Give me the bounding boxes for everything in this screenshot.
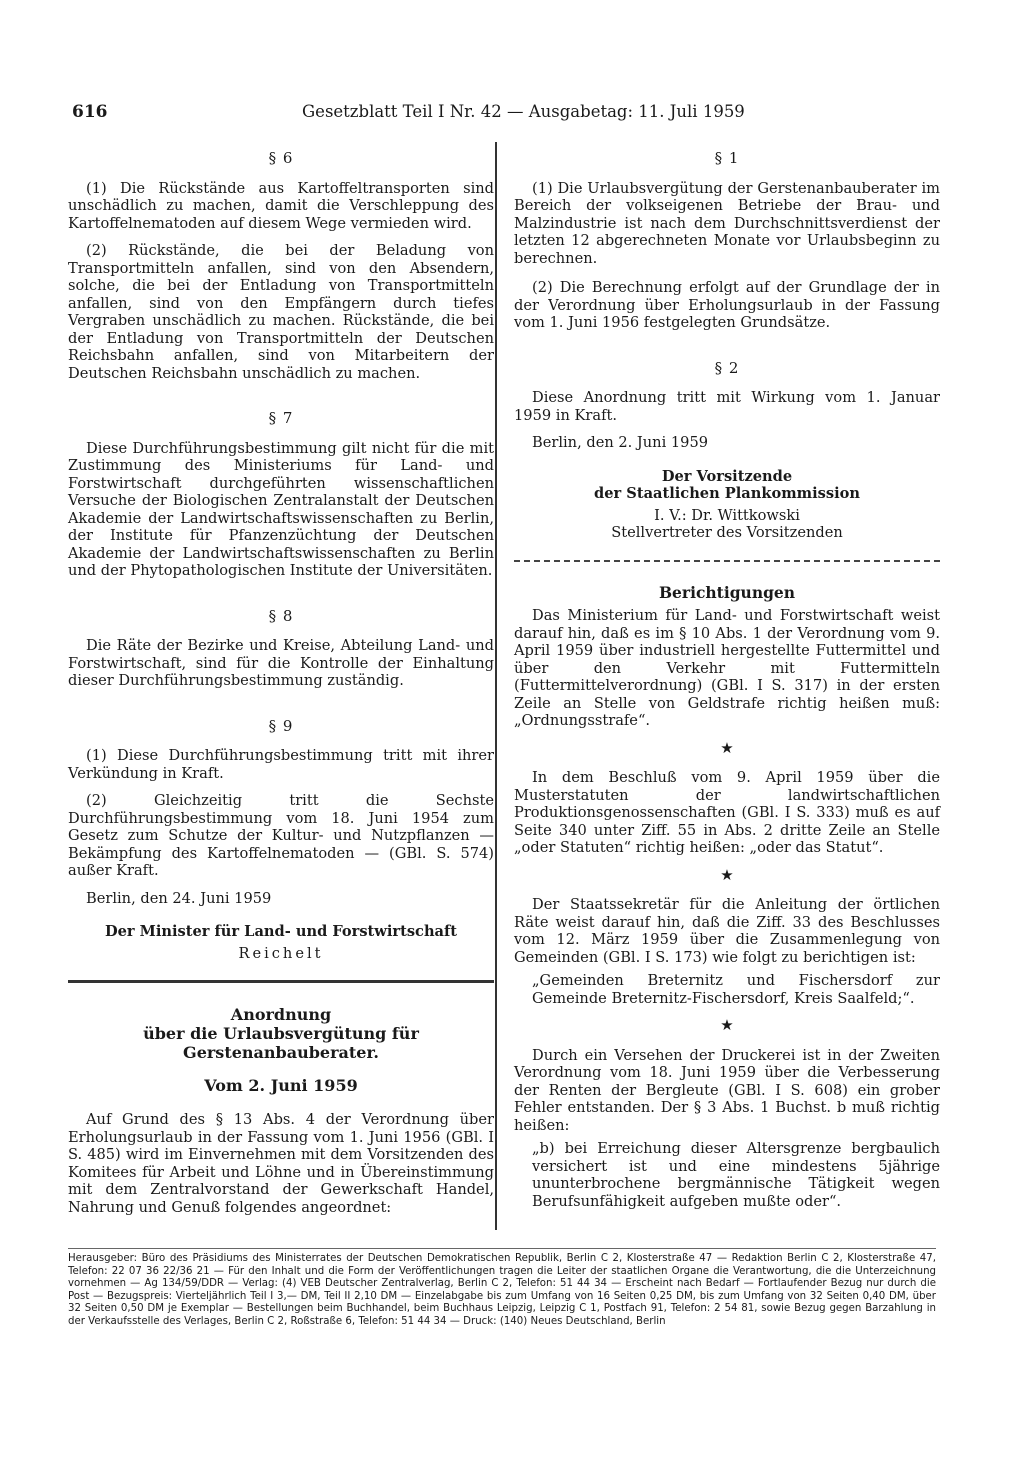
signer-name: Reichelt: [238, 944, 324, 962]
ordinance-date: Vom 2. Juni 1959: [204, 1076, 358, 1095]
paragraph: Das Ministerium für Land- und Forstwirtschaft weist darauf hin, daß es im § 10 Abs. 1 der Verordnung vom 9. April 1959 über industriell hergestellte Futtermittel und über den Verkehr mit Futtermitteln (Futtermittelverordnung) (GBl. I S. 317) in der ersten Zeile an Stelle von Geldstrafe richtig heißen muß: „Ordnungsstrafe“.: [514, 607, 940, 729]
quote: „Gemeinden Breternitz und Fischersdorf zur Gemeinde Breternitz-Fischersdorf, Kreis Saalfeld;“.: [532, 972, 940, 1007]
paragraph: (2) Gleichzeitig tritt die Sechste Durchführungsbestimmung vom 18. Juni 1954 zum Gesetz zum Schutze der Kultur- und Nutzpflanzen — Bekämpfung des Kartoffelnematoden — (GBl. S. 574) außer Kraft.: [68, 792, 494, 879]
section-heading: § 1: [714, 149, 740, 167]
quote: „b) bei Erreichung dieser Altersgrenze bergbaulich versichert ist und eine mindestens 5jährige ununterbrochene bergmännische Tätigkeit wegen Berufsunfähigkeit aufgeben mußte oder“.: [532, 1140, 940, 1210]
paragraph: Diese Durchführungsbestimmung gilt nicht für die mit Zustimmung des Ministeriums für Land- und Forstwirtschaft durchgeführten wissenschaftlichen Versuche der Biologischen Zentralanstalt der Deutschen Akademie der Landwirtschaftswissenschaften zu Berlin, der Institute für Pfanzenzüchtung der Deutschen Akademie der Landwirtschaftswissenschaften zu Berlin und der Phytopathologischen Institute der Universitäten.: [68, 439, 494, 579]
section-heading: § 9: [268, 716, 294, 735]
star-separator: ★: [720, 1016, 734, 1034]
section-heading: § 8: [268, 606, 294, 625]
right-column: [514, 150, 940, 1210]
section-heading: § 7: [268, 409, 294, 427]
signer-line: I. V.: Dr. Wittkowski: [654, 506, 800, 524]
paragraph: Auf Grund des § 13 Abs. 4 der Verordnung über Erholungsurlaub in der Fassung vom 1. Juni 1956 (GBl. I S. 485) wird im Einvernehmen mit dem Vorsitzenden des Komitees für Arbeit und Löhne und in Übereinstimmung mit dem Zentralvorstand der Gewerkschaft Handel, Nahrung und Genuß folgendes angeordnet:: [68, 1111, 494, 1216]
section-separator: [68, 980, 494, 983]
paragraph: (2) Die Berechnung erfolgt auf der Grundlage der in der Verordnung über Erholungsurlaub in der Fassung vom 1. Juni 1956 festgelegten Grundsätze.: [514, 279, 940, 331]
column-divider: [495, 142, 497, 1230]
place-date: Berlin, den 24. Juni 1959: [86, 889, 272, 907]
paragraph: In dem Beschluß vom 9. April 1959 über die Musterstatuten der landwirtschaftlichen Produktionsgenossenschaften (GBl. I S. 333) muß es auf Seite 340 unter Ziff. 55 in Abs. 2 dritte Zeile an Stelle „oder Statuten“ richtig heißen: „oder das Statut“.: [514, 769, 940, 856]
left-column: [68, 150, 494, 1222]
paragraph: Der Staatssekretär für die Anleitung der örtlichen Räte weist darauf hin, daß die Ziff. 33 des Beschlusses vom 12. März 1959 über die Zusammenlegung von Gemeinden (GBl. I S. 173) wie folgt zu berichtigen ist:: [514, 896, 940, 966]
paragraph: (1) Die Urlaubsvergütung der Gerstenanbauberater im Bereich der volkseigenen Betriebe der Brau- und Malzindustrie ist nach dem Durchschnittsverdienst der letzten 12 abgerechneten Monate vor Urlaubsbeginn zu berechnen.: [514, 179, 940, 267]
section-separator: [514, 560, 940, 562]
page-number: 616: [72, 102, 108, 122]
ordinance-subtitle: über die Urlaubsvergütung für Gerstenanbauberater.: [143, 1024, 419, 1062]
paragraph: (1) Diese Durchführungsbestimmung tritt mit ihrer Verkündung in Kraft.: [68, 747, 494, 782]
section-heading: § 2: [714, 358, 740, 377]
corrections-heading: Berichtigungen: [658, 582, 796, 602]
star-separator: ★: [720, 865, 734, 884]
signer-line: Stellvertreter des Vorsitzenden: [611, 524, 843, 541]
place-date: Berlin, den 2. Juni 1959: [532, 434, 709, 451]
paragraph: Durch ein Versehen der Druckerei ist in der Zweiten Verordnung vom 18. Juni 1959 über die Verbesserung der Renten der Bergleute (GBl. I S. 608) ein grober Fehler entstanden. Der § 3 Abs. 1 Buchst. b muß richtig heißen:: [514, 1046, 940, 1134]
paragraph: (2) Rückstände, die bei der Beladung von Transportmitteln anfallen, sind von den Absendern, solche, die bei der Entladung von Transportmitteln anfallen, sind von den Empfängern durch tiefes Vergraben unschädlich zu machen. Rückstände, die bei der Entladung von Transportmitteln der Deutschen Reichsbahn anfallen, sind von Mitarbeitern der Deutschen Reichsbahn unschädlich zu machen.: [68, 242, 494, 382]
paragraph: Diese Anordnung tritt mit Wirkung vom 1. Januar 1959 in Kraft.: [514, 389, 940, 424]
page-header-title: Gesetzblatt Teil I Nr. 42 — Ausgabetag: 11. Juli 1959: [302, 102, 745, 121]
paragraph: Die Räte der Bezirke und Kreise, Abteilung Land- und Forstwirtschaft, sind für die Kontrolle der Einhaltung dieser Durchführungsbestimmung zuständig.: [68, 637, 494, 689]
footer-rule: [68, 1248, 936, 1249]
publisher-footer: Herausgeber: Büro des Präsidiums des Ministerrates der Deutschen Demokratischen Republik, Berlin C 2, Klosterstraße 47 — Redaktion Berlin C 2, Klosterstraße 47, Telefon: 22 07 36 22/36 21 — Für den Inhalt und die Form der Veröffentlichungen tragen die Leiter der staatlichen Organe die Verantwortung, die die Unterzeichnung vornehmen — Ag 134/59/DDR — Verlag: (4) VEB Deutscher Zentralverlag, Berlin C 2, Telefon: 51 44 34 — Erscheint nach Bedarf — Fortlaufender Bezug nur durch die Post — Bezugspreis: Vierteljährlich Teil I 3,— DM, Teil II 2,10 DM — Einzelabgabe bis zum Umfang von 16 Seiten 0,25 DM, bis zum Umfang von 32 Seiten 0,40 DM, über 32 Seiten 0,50 DM je Exemplar — Bestellungen beim Buchhandel, beim Buchhaus Leipzig, Leipzig C 1, Postfach 91, Telefon: 2 54 81, sowie Bezug gegen Barzahlung in der Verkaufsstelle des Verlages, Berlin C 2, Roßstraße 6, Telefon: 51 44 34 — Druck: (140) Neues Deutschland, Berlin: [68, 1253, 936, 1327]
star-separator: ★: [720, 738, 734, 757]
signer-line: Der Vorsitzende: [661, 467, 793, 485]
section-heading: § 6: [268, 149, 294, 167]
signer-line: der Staatlichen Plankommission: [594, 485, 860, 502]
signer-title: Der Minister für Land- und Forstwirtschaft: [104, 923, 458, 940]
ordinance-title: Anordnung: [230, 1005, 332, 1024]
paragraph: (1) Die Rückstände aus Kartoffeltransporten sind unschädlich zu machen, damit die Verschleppung des Kartoffelnematoden auf diesem Wege vermieden wird.: [68, 179, 494, 232]
